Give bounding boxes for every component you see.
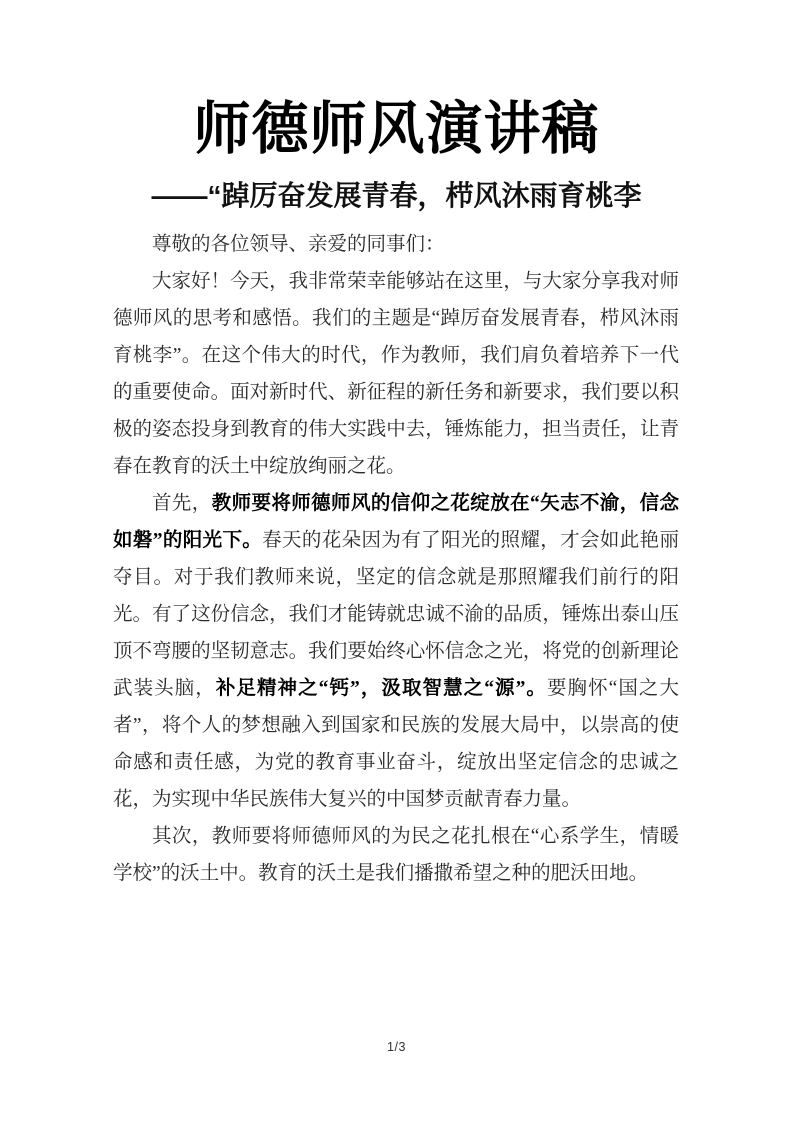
paragraph-first-point-lead: 首先， — [152, 493, 212, 514]
paragraph-first-point-emphasis-two: 补足精神之“钙”，汲取智慧之“源”。 — [215, 678, 547, 699]
paragraph-second-point: 其次，教师要将师德师风的为民之花扎根在“心系学生，情暖学校”的沃土中。教育的沃土是我们播撒希望之种的肥沃田地。 — [113, 826, 679, 884]
document-body — [113, 226, 679, 892]
page-number: 1/3 — [387, 1040, 406, 1054]
paragraph-intro: 大家好！今天，我非常荣幸能够站在这里，与大家分享我对师德师风的思考和感悟。我们的主题是“踔厉奋发展青春，栉风沐雨育桃李”。在这个伟大的时代，作为教师，我们肩负着培养下一代的重要使命。面对新时代、新征程的新任务和新要求，我们要以积极的姿态投身到教育的伟大实践中去，锤炼能力，担当责任，让青春在教育的沃土中绽放绚丽之花。 — [113, 271, 679, 477]
paragraph-first-point — [113, 485, 679, 818]
paragraph-salutation: 尊敬的各位领导、亲爱的同事们： — [152, 234, 445, 255]
paragraph-first-point-middle: 春天的花朵因为有了阳光的照耀，才会如此艳丽夺目。对于我们教师来说，坚定的信念就是那照耀我们前行的阳光。有了这份信念，我们才能铸就忠诚不渝的品质，锤炼出泰山压顶不弯腰的坚韧意志。我们要始终心怀信念之光，将党的创新理论武装头脑， — [113, 530, 679, 699]
page-subtitle: ——“踔厉奋发展青春，栉风沐雨育桃李 — [151, 180, 642, 211]
page-title: 师德师风演讲稿 — [193, 97, 600, 161]
paragraph-first-point-tail: 要胸怀“国之大者”，将个人的梦想融入到国家和民族的发展大局中，以崇高的使命感和责任感，为党的教育事业奋斗，绽放出坚定信念的忠诚之花，为实现中华民族伟大复兴的中国梦贡献青春力量。 — [113, 678, 679, 810]
paragraph-first-point-emphasis-one: 教师要将师德师风的信仰之花绽放在“矢志不渝，信念如磐”的阳光下。 — [113, 493, 679, 551]
